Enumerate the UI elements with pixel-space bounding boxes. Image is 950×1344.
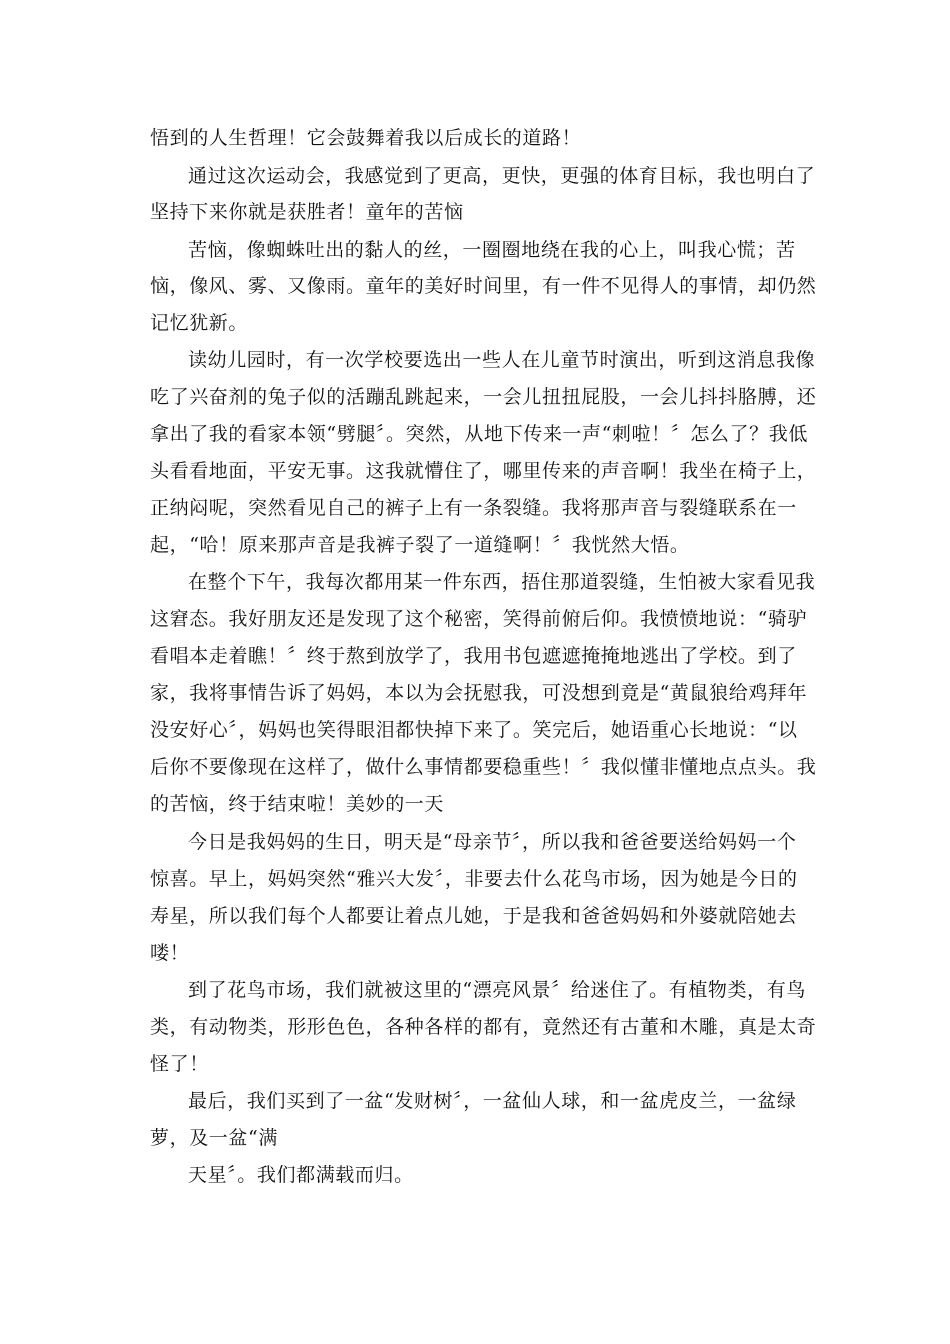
text-line: 这窘态。我好朋友还是发现了这个秘密，笑得前俯后仰。我愤愤地说：“骑驴 xyxy=(150,608,808,630)
text-line: 天星〞。我们都满载而归。 xyxy=(188,1164,414,1186)
text-line: 最后，我们买到了一盆“发财树〞，一盆仙人球，和一盆虎皮兰，一盆绿 xyxy=(188,1090,797,1112)
text-line: 头看看地面，平安无事。这我就懵住了，哪里传来的声音啊！我坐在椅子上， xyxy=(150,460,817,482)
text-line: 寿星，所以我们每个人都要让着点儿她，于是我和爸爸妈妈和外婆就陪她去 xyxy=(150,905,797,927)
text-line: 没安好心〞，妈妈也笑得眼泪都快掉下来了。笑完后，她语重心长地说：“以 xyxy=(150,719,798,741)
text-line: 萝，及一盆“满 xyxy=(150,1127,278,1149)
text-line: 后你不要像现在这样了，做什么事情都要稳重些！〞我似懂非懂地点点头。我 xyxy=(150,756,817,778)
text-line: 在整个下午，我每次都用某一件东西，捂住那道裂缝，生怕被大家看见我 xyxy=(188,571,816,593)
text-line: 起，“哈！原来那声音是我裤子裂了一道缝啊！〞我恍然大悟。 xyxy=(150,534,690,556)
text-line: 苦恼，像蜘蛛吐出的黏人的丝，一圈圈地绕在我的心上，叫我心慌；苦 xyxy=(188,239,796,261)
text-line: 恼，像风、雾、又像雨。童年的美好时间里，有一件不见得人的事情，却仍然 xyxy=(150,275,817,297)
text-line: 看唱本走着瞧！〞终于熬到放学了，我用书包遮遮掩掩地逃出了学校。到了 xyxy=(150,645,797,667)
text-line: 拿出了我的看家本领“劈腿〞。突然，从地下传来一声“刺啦！〞怎么了？我低 xyxy=(150,423,808,445)
text-line: 惊喜。早上，妈妈突然“雅兴大发〞，非要去什么花鸟市场，因为她是今日的 xyxy=(150,868,798,890)
text-line: 今日是我妈妈的生日，明天是“母亲节〞，所以我和爸爸要送给妈妈一个 xyxy=(188,831,797,853)
text-line: 怪了！ xyxy=(150,1053,209,1075)
text-line: 到了花鸟市场，我们就被这里的“漂亮风景〞给迷住了。有植物类，有鸟 xyxy=(188,979,806,1001)
text-line: 正纳闷呢，突然看见自己的裤子上有一条裂缝。我将那声音与裂缝联系在一 xyxy=(150,497,797,519)
text-line: 的苦恼，终于结束啦！美妙的一天 xyxy=(150,793,445,815)
text-line: 家，我将事情告诉了妈妈，本以为会抚慰我，可没想到竟是“黄鼠狼给鸡拜年 xyxy=(150,682,808,704)
text-line: 坚持下来你就是获胜者！童年的苦恼 xyxy=(150,201,464,223)
text-line: 吃了兴奋剂的兔子似的活蹦乱跳起来，一会儿扭扭屁股，一会儿抖抖胳膊，还 xyxy=(150,386,817,408)
text-line: 类，有动物类，形形色色，各种各样的都有，竟然还有古董和木雕，真是太奇 xyxy=(150,1016,817,1038)
text-line: 通过这次运动会，我感觉到了更高，更快，更强的体育目标，我也明白了 xyxy=(188,165,816,187)
text-line: 记忆犹新。 xyxy=(150,312,249,334)
text-line: 读幼儿园时，有一次学校要选出一些人在儿童节时演出，听到这消息我像 xyxy=(188,349,816,371)
text-line: 喽！ xyxy=(150,942,190,964)
text-line: 悟到的人生哲理！它会鼓舞着我以后成长的道路！ xyxy=(150,127,582,149)
